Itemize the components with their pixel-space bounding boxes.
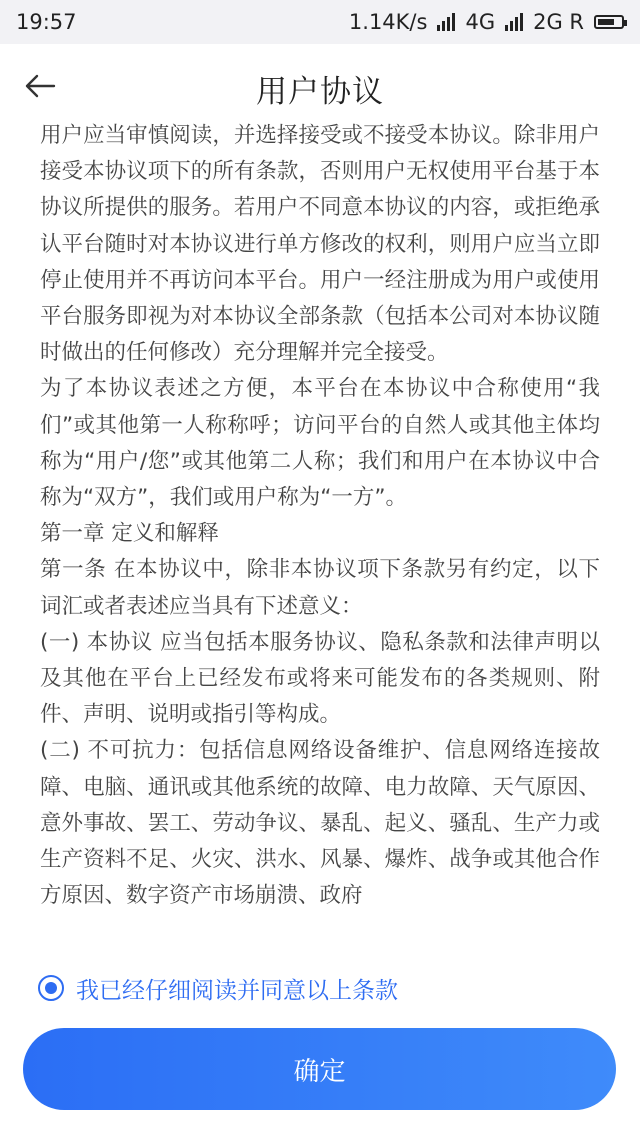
signal-icon-2 bbox=[505, 13, 523, 31]
agree-label: 我已经仔细阅读并同意以上条款 bbox=[76, 977, 398, 1004]
agreement-paragraph: 用户应当审慎阅读，并选择接受或不接受本协议。除非用户接受本协议项下的所有条款，否则用户无权使用平台基于本协议所提供的服务。若用户不同意本协议的内容，或拒绝承认平台随时对本协议进行单方修改的权利，则用户应当立即停止使用并不再访问本平台。用户一经注册成为用户或使用平台服务即视为对本协议全部条款（包括本公司对本协议随时做出的任何修改）充分理解并完全接受。 bbox=[40, 123, 600, 366]
agreement-paragraph: (一) 本协议 应当包括本服务协议、隐私条款和法律声明以及其他在平台上已经发布或将来可能发布的各类规则、附件、声明、说明或指引等构成。 bbox=[40, 629, 600, 728]
agreement-paragraph: (二) 不可抗力：包括信息网络设备维护、信息网络连接故障、电脑、通讯或其他系统的故障、电力故障、天气原因、意外事故、罢工、劳动争议、暴乱、起义、骚乱、生产力或生产资料不足、火灾、洪水、风暴、爆炸、战争或其他合作方原因、数字资产市场崩溃、政府 bbox=[40, 738, 600, 909]
agree-checkbox[interactable] bbox=[38, 968, 398, 1008]
battery-icon bbox=[594, 15, 624, 29]
network-type-1: 4G bbox=[465, 10, 496, 34]
signal-icon bbox=[437, 13, 455, 31]
agreement-paragraph: 为了本协议表述之方便，本平台在本协议中合称使用“我们”或其他第一人称称呼；访问平台的自然人或其他主体均称为“用户/您”或其他第二人称；我们和用户在本协议中合称为“双方”，我们或用户称为“一方”。 bbox=[40, 376, 600, 511]
confirm-button[interactable]: 确定 bbox=[23, 1028, 616, 1110]
status-time: 19:57 bbox=[16, 10, 77, 34]
agreement-text[interactable] bbox=[40, 118, 600, 930]
status-indicators bbox=[349, 10, 624, 34]
agreement-paragraph: 第一条 在本协议中，除非本协议项下条款另有约定，以下词汇或者表述应当具有下述意义： bbox=[40, 557, 600, 619]
status-bar bbox=[0, 0, 640, 44]
network-speed: 1.14K/s bbox=[348, 10, 428, 34]
back-button[interactable] bbox=[18, 64, 62, 108]
page-title: 用户协议 bbox=[256, 73, 384, 110]
radio-checked-icon[interactable] bbox=[38, 975, 64, 1001]
arrow-left-icon bbox=[24, 74, 56, 98]
network-type-2: 2G R bbox=[533, 10, 584, 34]
chapter-heading: 第一章 定义和解释 bbox=[40, 521, 219, 547]
